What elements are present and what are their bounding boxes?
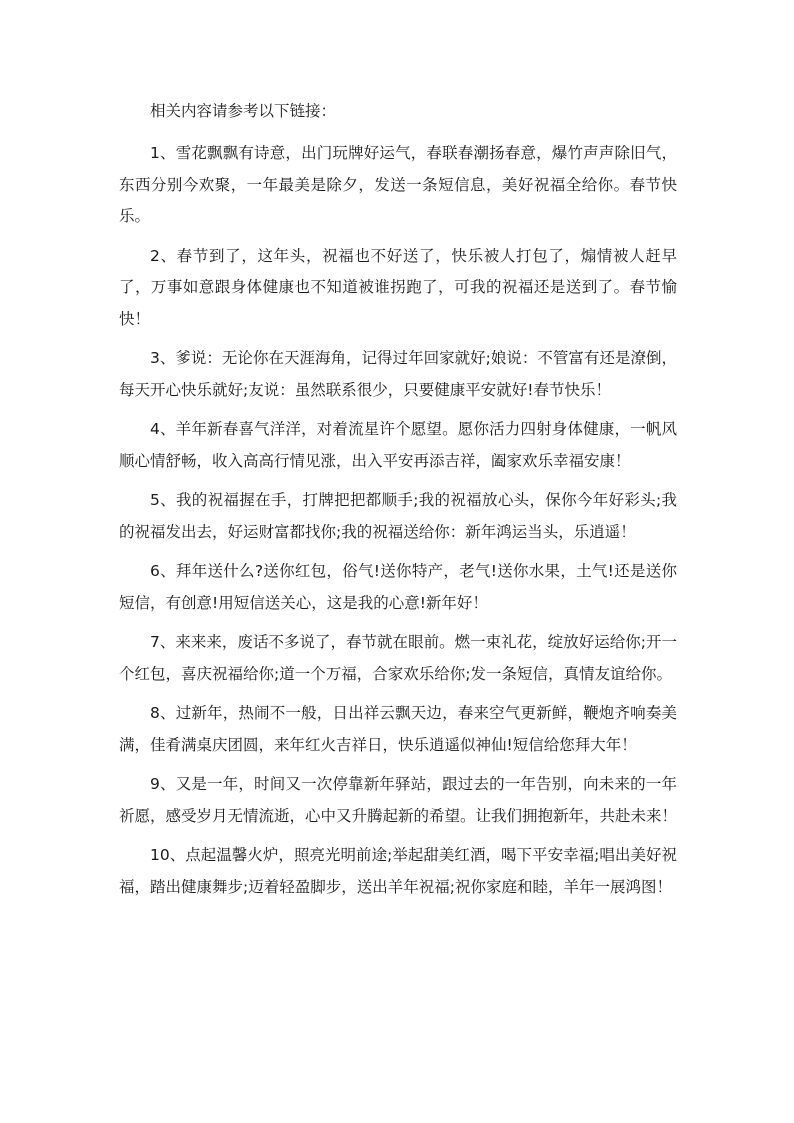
intro-line: 相关内容请参考以下链接： (150, 102, 337, 120)
paragraph-5: 5、我的祝福握在手，打牌把把都顺手;我的祝福放心头，保你今年好彩头;我的祝福发出去，好运财富都找你;我的祝福送给你：新年鸿运当头，乐逍遥！ (119, 491, 677, 541)
paragraph-8: 8、过新年，热闹不一般，日出祥云飘天边，春来空气更新鲜，鞭炮齐响奏美满，佳肴满桌庆团圆，来年红火吉祥日，快乐逍遥似神仙!短信给您拜大年！ (119, 704, 677, 754)
paragraph-3: 3、爹说：无论你在天涯海角，记得过年回家就好;娘说：不管富有还是潦倒，每天开心快乐就好;友说：虽然联系很少，只要健康平安就好!春节快乐！ (119, 349, 677, 399)
paragraph-7: 7、来来来，废话不多说了，春节就在眼前。燃一束礼花，绽放好运给你;开一个红包，喜庆祝福给你;道一个万福，合家欢乐给你;发一条短信，真情友谊给你。 (119, 633, 677, 683)
paragraph-10: 10、点起温馨火炉，照亮光明前途;举起甜美红酒，喝下平安幸福;唱出美好祝福，踏出健康舞步;迈着轻盈脚步，送出羊年祝福;祝你家庭和睦，羊年一展鸿图！ (119, 846, 677, 896)
paragraph-6: 6、拜年送什么?送你红包，俗气!送你特产，老气!送你水果，土气!还是送你短信，有创意!用短信送关心，这是我的心意!新年好！ (119, 562, 677, 612)
paragraph-1: 1、雪花飘飘有诗意，出门玩牌好运气，春联春潮扬春意，爆竹声声除旧气，东西分别今欢聚，一年最美是除夕，发送一条短信息，美好祝福全给你。春节快乐。 (119, 144, 677, 225)
paragraph-4: 4、羊年新春喜气洋洋，对着流星许个愿望。愿你活力四射身体健康，一帆风顺心情舒畅，收入高高行情见涨，出入平安再添吉祥，阖家欢乐幸福安康！ (119, 420, 677, 470)
paragraph-2: 2、春节到了，这年头，祝福也不好送了，快乐被人打包了，煽情被人赶早了，万事如意跟身体健康也不知道被谁拐跑了，可我的祝福还是送到了。春节愉快！ (119, 246, 677, 328)
paragraph-9: 9、又是一年，时间又一次停靠新年驿站，跟过去的一年告别，向未来的一年祈愿，感受岁月无情流逝，心中又升腾起新的希望。让我们拥抱新年，共赴未来！ (119, 775, 678, 825)
document-body (119, 96, 677, 911)
